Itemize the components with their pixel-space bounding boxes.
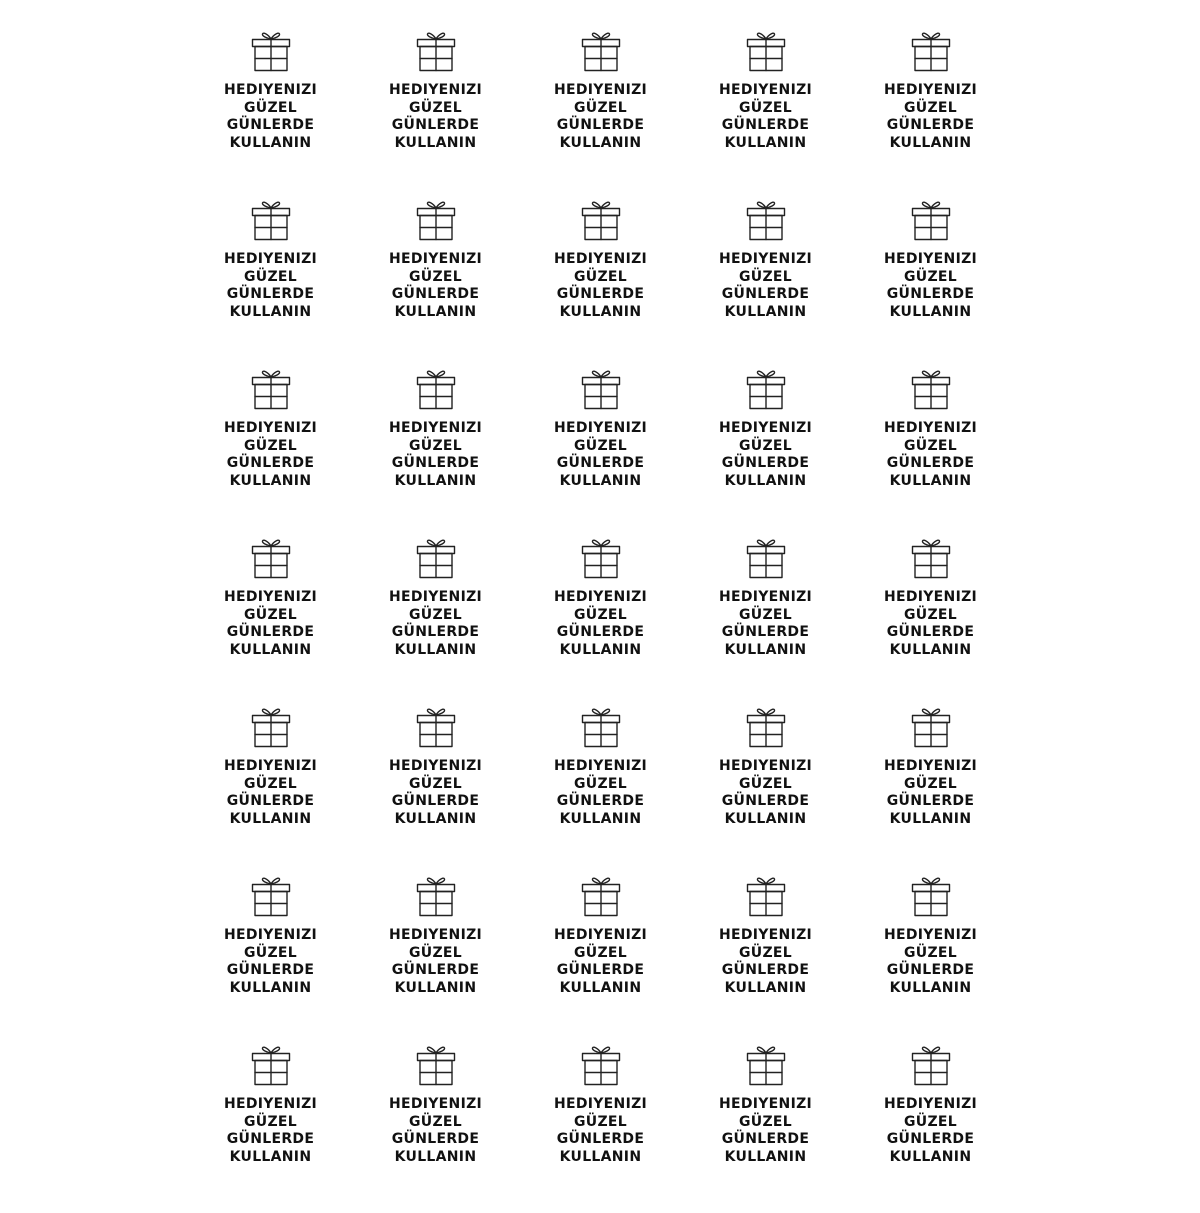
sticker-label <box>389 82 482 152</box>
label-line: GÜNLERDE <box>721 962 810 978</box>
label-line: GÜNLERDE <box>721 117 810 133</box>
label-line: GÜNLERDE <box>721 793 810 809</box>
sticker-label <box>554 758 647 828</box>
label-line: GÜZEL <box>243 268 297 285</box>
label-line: HEDIYENIZI <box>883 82 978 98</box>
sticker <box>683 1044 848 1213</box>
label-line: KULLANIN <box>559 134 642 151</box>
label-line: HEDIYENIZI <box>388 589 483 605</box>
label-line: HEDIYENIZI <box>388 927 483 943</box>
sticker-label <box>224 927 317 997</box>
gift-icon <box>416 875 456 917</box>
sticker <box>518 1044 683 1213</box>
sticker-label <box>884 758 977 828</box>
label-line: GÜZEL <box>243 437 297 454</box>
label-line: GÜZEL <box>738 437 792 454</box>
label-line: GÜNLERDE <box>721 286 810 302</box>
sticker-label <box>719 420 812 490</box>
sticker-label <box>554 251 647 321</box>
sticker <box>353 199 518 368</box>
label-line: HEDIYENIZI <box>553 758 648 774</box>
gift-icon <box>251 706 291 748</box>
label-line: KULLANIN <box>229 134 312 151</box>
sticker-label <box>554 82 647 152</box>
sticker <box>848 875 1013 1044</box>
label-line: KULLANIN <box>229 810 312 827</box>
label-line: KULLANIN <box>724 303 807 320</box>
label-line: HEDIYENIZI <box>388 1096 483 1112</box>
label-line: KULLANIN <box>394 641 477 658</box>
label-line: GÜZEL <box>408 606 462 623</box>
label-line: HEDIYENIZI <box>223 758 318 774</box>
label-line: GÜZEL <box>738 1113 792 1130</box>
label-line: KULLANIN <box>229 979 312 996</box>
label-line: KULLANIN <box>559 303 642 320</box>
label-line: GÜZEL <box>408 268 462 285</box>
sticker-label <box>389 589 482 659</box>
gift-icon <box>581 537 621 579</box>
label-line: HEDIYENIZI <box>388 758 483 774</box>
label-line: GÜZEL <box>243 1113 297 1130</box>
sticker <box>353 30 518 199</box>
sticker-label <box>224 1096 317 1166</box>
label-line: GÜNLERDE <box>886 455 975 471</box>
gift-icon <box>581 875 621 917</box>
sticker-label <box>554 1096 647 1166</box>
sticker <box>188 537 353 706</box>
label-line: HEDIYENIZI <box>553 251 648 267</box>
sticker <box>683 30 848 199</box>
gift-icon <box>581 368 621 410</box>
sticker <box>188 1044 353 1213</box>
label-line: KULLANIN <box>559 472 642 489</box>
label-line: GÜNLERDE <box>721 624 810 640</box>
gift-icon <box>581 1044 621 1086</box>
sticker-label <box>224 251 317 321</box>
gift-icon <box>581 706 621 748</box>
label-line: KULLANIN <box>394 303 477 320</box>
label-line: GÜZEL <box>738 606 792 623</box>
label-line: GÜNLERDE <box>886 962 975 978</box>
label-line: HEDIYENIZI <box>223 251 318 267</box>
label-line: HEDIYENIZI <box>718 420 813 436</box>
label-line: HEDIYENIZI <box>388 251 483 267</box>
label-line: GÜNLERDE <box>391 624 480 640</box>
label-line: HEDIYENIZI <box>883 758 978 774</box>
gift-icon <box>251 30 291 72</box>
label-line: GÜZEL <box>903 437 957 454</box>
label-line: KULLANIN <box>724 810 807 827</box>
sticker <box>188 30 353 199</box>
label-line: KULLANIN <box>724 641 807 658</box>
label-line: HEDIYENIZI <box>553 589 648 605</box>
gift-icon <box>416 199 456 241</box>
sticker <box>518 30 683 199</box>
label-line: KULLANIN <box>889 810 972 827</box>
sticker-label <box>554 927 647 997</box>
sticker <box>188 706 353 875</box>
label-line: HEDIYENIZI <box>718 251 813 267</box>
label-line: KULLANIN <box>559 979 642 996</box>
label-line: GÜNLERDE <box>556 117 645 133</box>
label-line: KULLANIN <box>229 472 312 489</box>
label-line: GÜZEL <box>243 944 297 961</box>
sticker-label <box>389 1096 482 1166</box>
label-line: GÜNLERDE <box>556 1131 645 1147</box>
sticker-label <box>884 251 977 321</box>
sticker-label <box>884 927 977 997</box>
sticker-label <box>884 82 977 152</box>
label-line: GÜNLERDE <box>391 455 480 471</box>
label-line: GÜZEL <box>408 1113 462 1130</box>
label-line: GÜNLERDE <box>226 624 315 640</box>
sticker <box>683 368 848 537</box>
sticker-label <box>719 251 812 321</box>
label-line: KULLANIN <box>889 1148 972 1165</box>
label-line: GÜNLERDE <box>721 1131 810 1147</box>
label-line: KULLANIN <box>724 979 807 996</box>
label-line: GÜNLERDE <box>556 793 645 809</box>
label-line: HEDIYENIZI <box>883 1096 978 1112</box>
gift-icon <box>911 368 951 410</box>
label-line: GÜNLERDE <box>721 455 810 471</box>
sticker <box>683 199 848 368</box>
label-line: KULLANIN <box>559 641 642 658</box>
label-line: GÜNLERDE <box>556 286 645 302</box>
label-line: HEDIYENIZI <box>718 758 813 774</box>
sticker <box>848 199 1013 368</box>
gift-icon <box>416 368 456 410</box>
gift-icon <box>251 199 291 241</box>
sticker <box>683 706 848 875</box>
sticker-label <box>884 1096 977 1166</box>
label-line: GÜZEL <box>408 944 462 961</box>
label-line: HEDIYENIZI <box>718 82 813 98</box>
label-line: KULLANIN <box>229 303 312 320</box>
label-line: GÜZEL <box>573 268 627 285</box>
gift-icon <box>416 706 456 748</box>
sticker-label <box>719 82 812 152</box>
sticker-label <box>389 251 482 321</box>
label-line: GÜNLERDE <box>886 1131 975 1147</box>
label-line: GÜZEL <box>903 1113 957 1130</box>
sticker <box>518 368 683 537</box>
label-line: KULLANIN <box>394 810 477 827</box>
label-line: HEDIYENIZI <box>223 589 318 605</box>
sticker-label <box>389 758 482 828</box>
sticker-label <box>884 420 977 490</box>
label-line: GÜZEL <box>573 99 627 116</box>
sticker-label <box>719 758 812 828</box>
label-line: KULLANIN <box>394 472 477 489</box>
label-line: GÜZEL <box>738 99 792 116</box>
label-line: HEDIYENIZI <box>553 927 648 943</box>
label-line: GÜZEL <box>573 437 627 454</box>
label-line: GÜNLERDE <box>391 1131 480 1147</box>
gift-icon <box>746 875 786 917</box>
label-line: GÜZEL <box>903 99 957 116</box>
label-line: HEDIYENIZI <box>553 420 648 436</box>
sticker-label <box>719 1096 812 1166</box>
sticker <box>353 537 518 706</box>
sticker <box>848 368 1013 537</box>
gift-icon <box>746 706 786 748</box>
gift-icon <box>581 199 621 241</box>
sticker <box>353 875 518 1044</box>
sticker <box>353 1044 518 1213</box>
gift-icon <box>746 199 786 241</box>
label-line: GÜNLERDE <box>226 286 315 302</box>
label-line: HEDIYENIZI <box>883 589 978 605</box>
sticker <box>848 537 1013 706</box>
label-line: KULLANIN <box>724 472 807 489</box>
gift-icon <box>251 875 291 917</box>
sticker <box>848 706 1013 875</box>
label-line: HEDIYENIZI <box>718 927 813 943</box>
label-line: HEDIYENIZI <box>388 82 483 98</box>
gift-icon <box>746 537 786 579</box>
sticker-label <box>389 927 482 997</box>
label-line: HEDIYENIZI <box>223 420 318 436</box>
gift-icon <box>416 30 456 72</box>
label-line: GÜZEL <box>408 437 462 454</box>
label-line: GÜZEL <box>573 944 627 961</box>
sticker-label <box>719 589 812 659</box>
sticker-label <box>389 420 482 490</box>
label-line: HEDIYENIZI <box>553 82 648 98</box>
sticker <box>353 368 518 537</box>
label-line: GÜNLERDE <box>391 962 480 978</box>
label-line: KULLANIN <box>394 134 477 151</box>
gift-icon <box>911 199 951 241</box>
label-line: HEDIYENIZI <box>223 82 318 98</box>
label-line: GÜZEL <box>738 775 792 792</box>
gift-icon <box>251 1044 291 1086</box>
gift-icon <box>911 30 951 72</box>
label-line: GÜNLERDE <box>886 117 975 133</box>
label-line: GÜNLERDE <box>886 624 975 640</box>
label-line: KULLANIN <box>394 1148 477 1165</box>
label-line: HEDIYENIZI <box>223 927 318 943</box>
label-line: GÜNLERDE <box>226 117 315 133</box>
label-line: KULLANIN <box>394 979 477 996</box>
sticker <box>848 1044 1013 1213</box>
gift-icon <box>911 875 951 917</box>
sticker-label <box>224 82 317 152</box>
sticker <box>518 199 683 368</box>
label-line: GÜZEL <box>903 944 957 961</box>
label-line: HEDIYENIZI <box>718 1096 813 1112</box>
sticker <box>188 875 353 1044</box>
label-line: GÜNLERDE <box>226 962 315 978</box>
gift-icon <box>746 1044 786 1086</box>
label-line: GÜZEL <box>573 775 627 792</box>
label-line: GÜNLERDE <box>556 455 645 471</box>
label-line: KULLANIN <box>559 1148 642 1165</box>
label-line: HEDIYENIZI <box>223 1096 318 1112</box>
sticker <box>683 537 848 706</box>
label-line: GÜZEL <box>243 606 297 623</box>
gift-icon <box>581 30 621 72</box>
label-line: GÜZEL <box>243 99 297 116</box>
label-line: GÜNLERDE <box>391 793 480 809</box>
label-line: GÜZEL <box>738 944 792 961</box>
label-line: GÜNLERDE <box>556 962 645 978</box>
label-line: HEDIYENIZI <box>718 589 813 605</box>
label-line: KULLANIN <box>889 979 972 996</box>
sticker <box>518 537 683 706</box>
label-line: GÜZEL <box>243 775 297 792</box>
label-line: KULLANIN <box>724 134 807 151</box>
label-line: GÜNLERDE <box>226 455 315 471</box>
label-line: KULLANIN <box>229 641 312 658</box>
sticker-label <box>224 420 317 490</box>
label-line: GÜNLERDE <box>226 1131 315 1147</box>
label-line: GÜZEL <box>408 99 462 116</box>
label-line: KULLANIN <box>229 1148 312 1165</box>
label-line: GÜNLERDE <box>391 286 480 302</box>
sticker <box>848 30 1013 199</box>
label-line: HEDIYENIZI <box>883 251 978 267</box>
sticker-label <box>554 420 647 490</box>
gift-icon <box>416 537 456 579</box>
sticker-label <box>884 589 977 659</box>
label-line: KULLANIN <box>889 134 972 151</box>
label-line: GÜZEL <box>573 1113 627 1130</box>
label-line: HEDIYENIZI <box>388 420 483 436</box>
label-line: KULLANIN <box>724 1148 807 1165</box>
label-line: KULLANIN <box>559 810 642 827</box>
sticker <box>518 706 683 875</box>
sticker <box>188 199 353 368</box>
label-line: GÜNLERDE <box>886 793 975 809</box>
label-line: HEDIYENIZI <box>883 927 978 943</box>
label-line: GÜNLERDE <box>226 793 315 809</box>
label-line: GÜZEL <box>903 268 957 285</box>
label-line: GÜZEL <box>903 775 957 792</box>
sticker <box>353 706 518 875</box>
label-line: GÜZEL <box>408 775 462 792</box>
sticker-label <box>224 758 317 828</box>
label-line: GÜNLERDE <box>391 117 480 133</box>
sticker <box>518 875 683 1044</box>
label-line: KULLANIN <box>889 303 972 320</box>
gift-icon <box>911 537 951 579</box>
sticker-label <box>554 589 647 659</box>
label-line: GÜZEL <box>573 606 627 623</box>
sticker <box>188 368 353 537</box>
label-line: GÜZEL <box>738 268 792 285</box>
label-line: KULLANIN <box>889 472 972 489</box>
sticker-label <box>224 589 317 659</box>
sticker <box>683 875 848 1044</box>
gift-icon <box>746 30 786 72</box>
sticker-label <box>719 927 812 997</box>
label-line: HEDIYENIZI <box>883 420 978 436</box>
gift-icon <box>911 1044 951 1086</box>
gift-icon <box>746 368 786 410</box>
gift-icon <box>251 368 291 410</box>
label-line: KULLANIN <box>889 641 972 658</box>
gift-icon <box>251 537 291 579</box>
label-line: GÜNLERDE <box>556 624 645 640</box>
label-line: GÜNLERDE <box>886 286 975 302</box>
label-line: GÜZEL <box>903 606 957 623</box>
gift-icon <box>416 1044 456 1086</box>
sticker-sheet <box>188 30 1013 1213</box>
gift-icon <box>911 706 951 748</box>
label-line: HEDIYENIZI <box>553 1096 648 1112</box>
